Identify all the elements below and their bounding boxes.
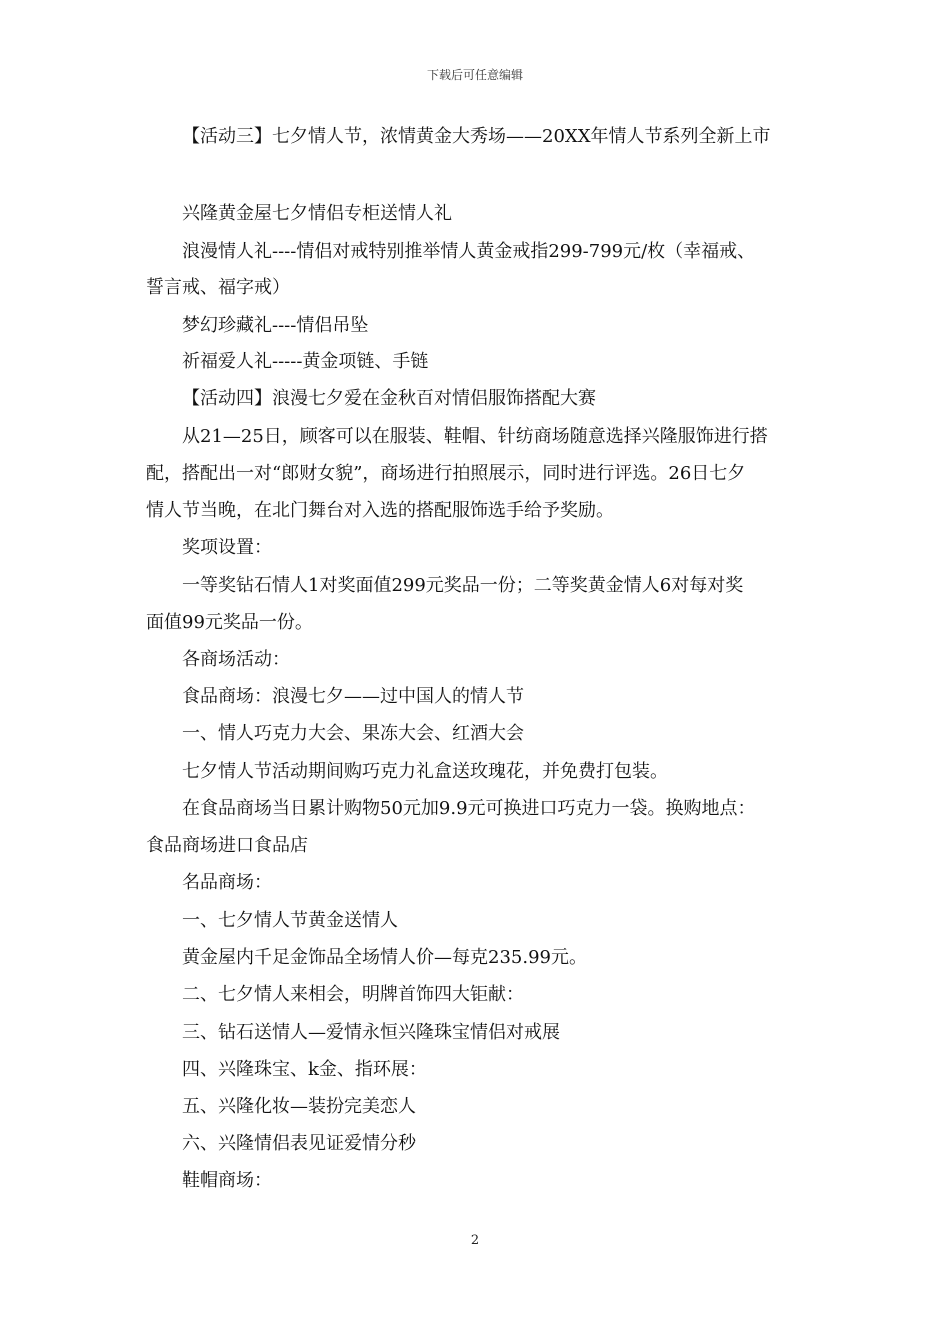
paragraph-line: 各商场活动： [182,649,290,670]
paragraph-line: 四、兴隆珠宝、k金、指环展： [182,1059,427,1080]
paragraph-line: 从21—25日，顾客可以在服装、鞋帽、针纺商场随意选择兴隆服饰进行搭 [182,426,768,447]
activity-four-heading: 【活动四】浪漫七夕爱在金秋百对情侣服饰搭配大赛 [182,388,596,409]
paragraph-line: 奖项设置： [182,537,272,558]
paragraph-line: 六、兴隆情侣表见证爱情分秒 [182,1133,416,1154]
paragraph-line: 一、情人巧克力大会、果冻大会、红酒大会 [182,723,524,744]
paragraph-line: 食品商场：浪漫七夕——过中国人的情人节 [182,686,524,707]
page-number: 2 [470,1233,480,1248]
paragraph-line: 誓言戒、福字戒） [146,277,290,298]
paragraph-line: 七夕情人节活动期间购巧克力礼盒送玫瑰花，并免费打包装。 [182,761,668,782]
paragraph-line: 三、钻石送情人—爱情永恒兴隆珠宝情侣对戒展 [182,1022,560,1043]
paragraph-line: 面值99元奖品一份。 [146,612,313,633]
paragraph-line: 五、兴隆化妆—装扮完美恋人 [182,1096,416,1117]
page-header-note: 下载后可任意编辑 [426,68,523,82]
paragraph-line: 食品商场进口食品店 [146,835,308,856]
paragraph-line: 祈福爱人礼-----黄金项链、手链 [182,351,429,372]
paragraph-line: 黄金屋内千足金饰品全场情人价—每克235.99元。 [182,947,587,968]
paragraph-line: 配，搭配出一对“郎财女貌”，商场进行拍照展示，同时进行评选。26日七夕 [146,463,746,484]
paragraph-line: 兴隆黄金屋七夕情侣专柜送情人礼 [182,203,452,224]
paragraph-line: 鞋帽商场： [182,1170,272,1191]
paragraph-line: 一等奖钻石情人1对奖面值299元奖品一份；二等奖黄金情人6对每对奖 [182,575,744,596]
activity-three-heading: 【活动三】七夕情人节，浓情黄金大秀场——20XX年情人节系列全新上市 [182,126,771,147]
paragraph-line: 浪漫情人礼----情侣对戒特别推举情人黄金戒指299-799元/枚（幸福戒、 [182,241,756,262]
paragraph-line: 情人节当晚，在北门舞台对入选的搭配服饰选手给予奖励。 [146,500,614,521]
paragraph-line: 名品商场： [182,872,272,893]
paragraph-line: 一、七夕情人节黄金送情人 [182,910,398,931]
paragraph-line: 梦幻珍藏礼----情侣吊坠 [182,315,369,336]
paragraph-line: 在食品商场当日累计购物50元加9.9元可换进口巧克力一袋。换购地点： [182,798,756,819]
paragraph-line: 二、七夕情人来相会，明牌首饰四大钜献： [182,984,524,1005]
